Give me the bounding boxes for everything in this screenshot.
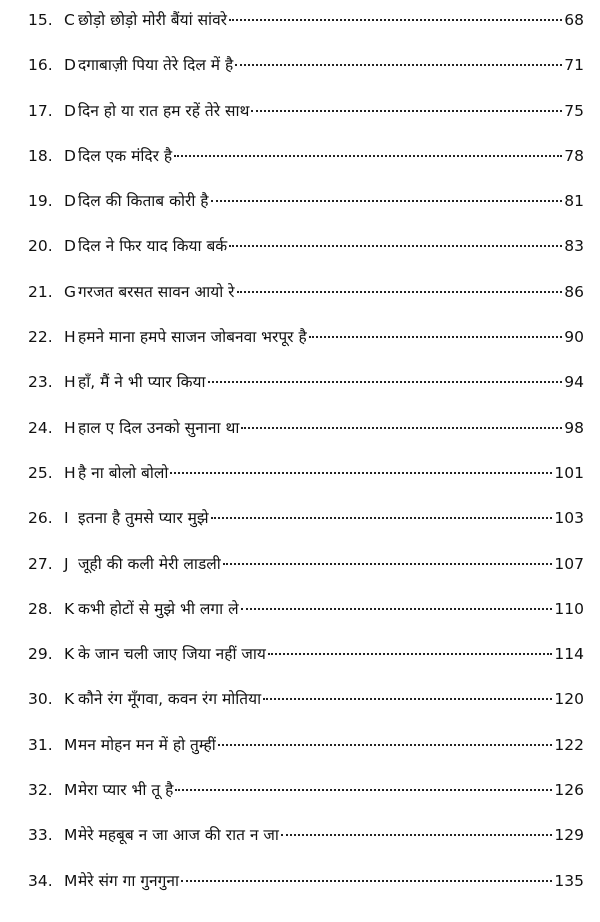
- entry-page-number: 122: [554, 735, 584, 754]
- entry-title: मेरे संग गा गुनगुना: [78, 871, 180, 890]
- toc-entry: [28, 821, 584, 866]
- entry-title: हमने माना हमपे साजन जोबनवा भरपूर है: [78, 328, 307, 347]
- entry-letter: I: [64, 509, 69, 528]
- toc-entry: [28, 232, 584, 277]
- entry-number: 24.: [28, 418, 53, 437]
- entry-page-number: 98: [564, 418, 584, 437]
- toc-entry: [28, 504, 584, 549]
- entry-title: छोड़ो छोड़ो मोरी बैंयां सांवरे: [78, 11, 228, 29]
- dot-leader: [211, 200, 563, 202]
- dot-leader: [235, 64, 562, 66]
- entry-letter: C: [64, 11, 75, 29]
- dot-leader: [237, 291, 563, 293]
- entry-title: दगाबाज़ी पिया तेरे दिल में है: [78, 56, 234, 75]
- entry-page-number: 83: [564, 237, 584, 256]
- dot-leader: [229, 245, 562, 247]
- toc-entry: [28, 142, 584, 187]
- entry-letter: D: [64, 237, 76, 256]
- dot-leader: [174, 155, 562, 157]
- entry-number: 20.: [28, 237, 53, 256]
- entry-title: मेरे महबूब न जा आज की रात न जा: [78, 826, 279, 845]
- entry-title: मन मोहन मन में हो तुम्हीं: [78, 735, 216, 754]
- entry-page-number: 110: [554, 599, 584, 618]
- entry-number: 22.: [28, 328, 53, 347]
- entry-page-number: 135: [554, 871, 584, 890]
- entry-letter: M: [64, 826, 78, 845]
- entry-page-number: 94: [564, 373, 584, 392]
- entry-letter: H: [64, 418, 76, 437]
- entry-title: इतना है तुमसे प्यार मुझे: [78, 509, 209, 528]
- toc-entry: [28, 731, 584, 776]
- entry-title: दिल ने फिर याद किया बर्क: [78, 237, 228, 256]
- entry-number: 32.: [28, 781, 53, 800]
- toc-entry: [28, 51, 584, 96]
- dot-leader: [281, 834, 552, 836]
- table-of-contents: [28, 6, 584, 912]
- entry-letter: M: [64, 735, 78, 754]
- entry-page-number: 126: [554, 781, 584, 800]
- dot-leader: [241, 427, 562, 429]
- entry-number: 25.: [28, 463, 53, 482]
- dot-leader: [309, 336, 563, 338]
- entry-title: जूही की कली मेरी लाडली: [78, 554, 221, 573]
- entry-letter: J: [64, 554, 69, 573]
- toc-entry: [28, 776, 584, 821]
- entry-number: 23.: [28, 373, 53, 392]
- entry-page-number: 101: [554, 463, 584, 482]
- entry-letter: H: [64, 463, 76, 482]
- entry-letter: H: [64, 328, 76, 347]
- entry-title: के जान चली जाए जिया नहीं जाय: [78, 645, 266, 664]
- toc-entry: [28, 368, 584, 413]
- toc-entry: [28, 97, 584, 142]
- entry-letter: K: [64, 645, 75, 664]
- entry-number: 33.: [28, 826, 53, 845]
- entry-page-number: 103: [554, 509, 584, 528]
- dot-leader: [181, 880, 552, 882]
- dot-leader: [211, 517, 553, 519]
- toc-entry: [28, 278, 584, 323]
- entry-page-number: 81: [564, 192, 584, 211]
- entry-number: 15.: [28, 11, 53, 29]
- entry-number: 29.: [28, 645, 53, 664]
- toc-entry: [28, 685, 584, 730]
- entry-number: 31.: [28, 735, 53, 754]
- entry-number: 27.: [28, 554, 53, 573]
- entry-letter: K: [64, 690, 75, 709]
- entry-letter: D: [64, 192, 76, 211]
- entry-page-number: 120: [554, 690, 584, 709]
- entry-title: कौने रंग मूँगवा, कवन रंग मोतिया: [78, 690, 262, 709]
- entry-title: दिल एक मंदिर है: [78, 146, 173, 165]
- dot-leader: [218, 744, 553, 746]
- entry-title: गरजत बरसत सावन आयो रे: [78, 282, 235, 301]
- entry-title: मेरा प्यार भी तू है: [78, 781, 174, 800]
- dot-leader: [268, 653, 552, 655]
- entry-letter: M: [64, 871, 78, 890]
- entry-number: 34.: [28, 871, 53, 890]
- toc-entry: [28, 867, 584, 912]
- entry-title: हाल ए दिल उनको सुनाना था: [78, 418, 240, 437]
- entry-page-number: 71: [564, 56, 584, 75]
- dot-leader: [263, 698, 552, 700]
- entry-title: है ना बोलो बोलो: [78, 463, 169, 482]
- entry-page-number: 68: [564, 11, 584, 29]
- entry-title: हाँ, मैं ने भी प्यार किया: [78, 373, 206, 392]
- entry-letter: D: [64, 146, 76, 165]
- entry-letter: H: [64, 373, 76, 392]
- toc-entry: [28, 6, 584, 51]
- entry-title: कभी होटों से मुझे भी लगा ले: [78, 599, 239, 618]
- entry-letter: D: [64, 101, 76, 120]
- entry-letter: M: [64, 781, 78, 800]
- toc-entry: [28, 595, 584, 640]
- toc-entry: [28, 640, 584, 685]
- dot-leader: [229, 19, 562, 21]
- dot-leader: [241, 608, 553, 610]
- dot-leader: [170, 472, 552, 474]
- entry-page-number: 107: [554, 554, 584, 573]
- dot-leader: [223, 563, 553, 565]
- entry-title: दिन हो या रात हम रहें तेरे साथ: [78, 101, 250, 120]
- toc-entry: [28, 323, 584, 368]
- entry-number: 30.: [28, 690, 53, 709]
- entry-letter: G: [64, 282, 77, 301]
- dot-leader: [251, 110, 562, 112]
- entry-page-number: 86: [564, 282, 584, 301]
- entry-number: 28.: [28, 599, 53, 618]
- dot-leader: [175, 789, 552, 791]
- entry-number: 26.: [28, 509, 53, 528]
- entry-page-number: 129: [554, 826, 584, 845]
- entry-title: दिल की किताब कोरी है: [78, 192, 209, 211]
- dot-leader: [208, 381, 563, 383]
- entry-number: 17.: [28, 101, 53, 120]
- toc-entry: [28, 550, 584, 595]
- entry-page-number: 78: [564, 146, 584, 165]
- entry-page-number: 75: [564, 101, 584, 120]
- entry-number: 18.: [28, 146, 53, 165]
- entry-number: 19.: [28, 192, 53, 211]
- toc-entry: [28, 459, 584, 504]
- entry-number: 21.: [28, 282, 53, 301]
- toc-entry: [28, 187, 584, 232]
- entry-letter: D: [64, 56, 76, 75]
- entry-page-number: 90: [564, 328, 584, 347]
- entry-number: 16.: [28, 56, 53, 75]
- entry-page-number: 114: [554, 645, 584, 664]
- toc-entry: [28, 414, 584, 459]
- entry-letter: K: [64, 599, 75, 618]
